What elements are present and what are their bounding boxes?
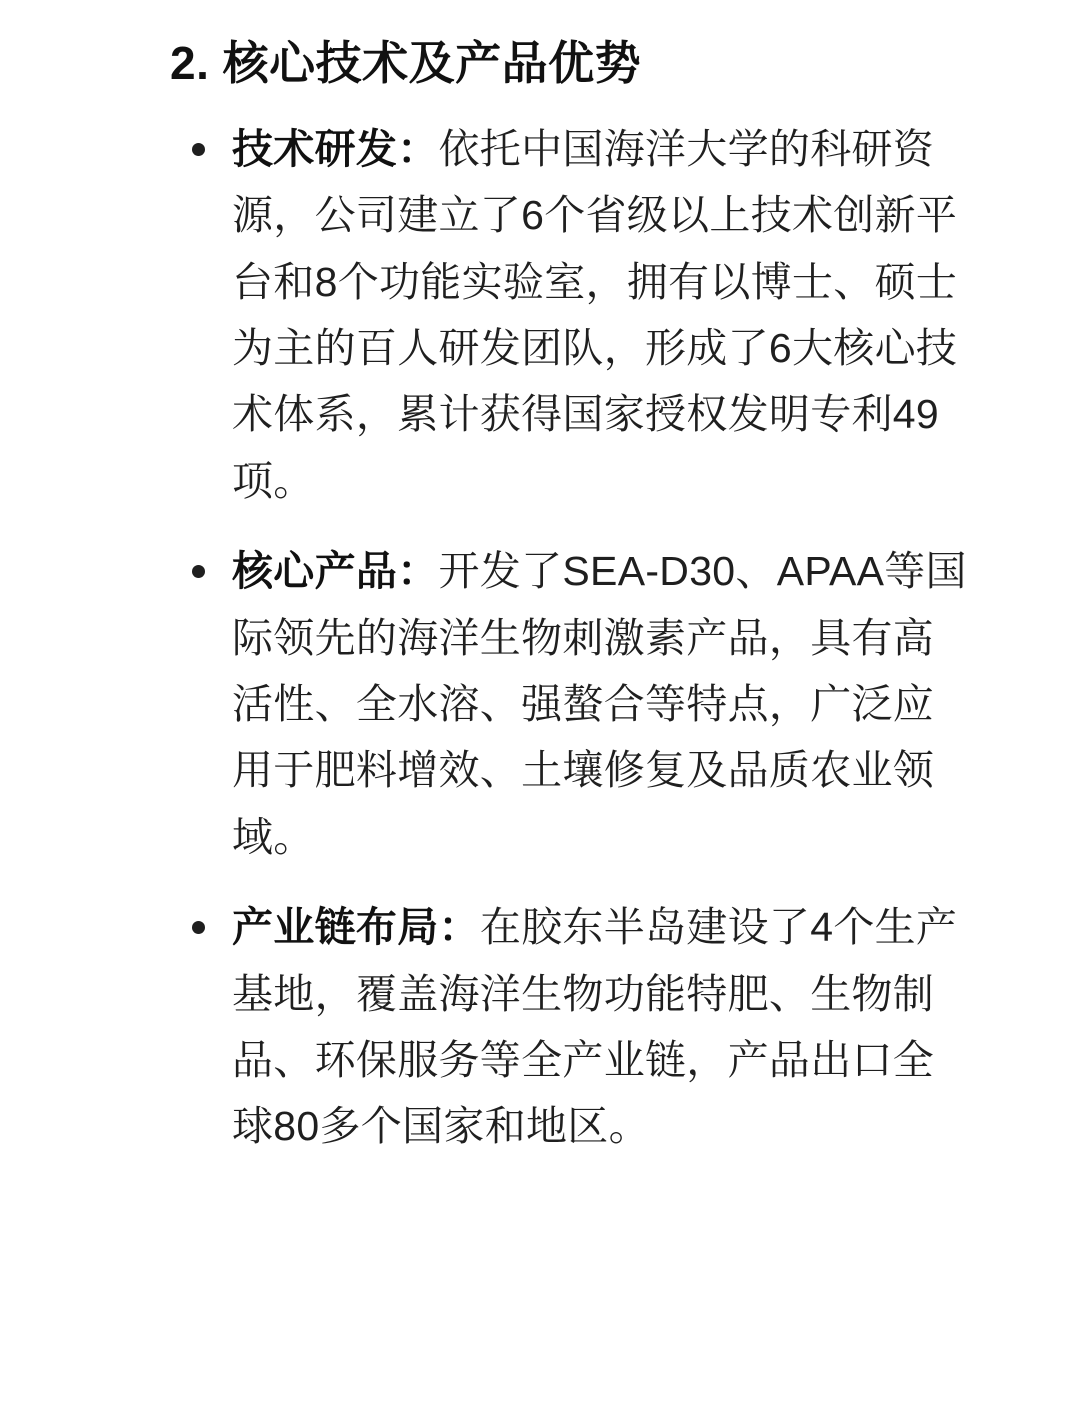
list-item-lead: 核心产品： — [232, 548, 439, 595]
list-item — [170, 538, 970, 870]
list-item-text: 在胶东半岛建设了4个生产基地，覆盖海洋生物功能特肥、生物制品、环保服务等全产业链，产品出口全球80多个国家和地区。 — [232, 904, 958, 1150]
bullet-dot-icon — [192, 921, 205, 934]
list-item — [170, 116, 970, 514]
list-item-text: 开发了SEA-D30、APAA等国际领先的海洋生物刺激素产品，具有高活性、全水溶、强螯合等特点，广泛应用于肥料增效、土壤修复及品质农业领域。 — [232, 548, 967, 860]
bullet-dot-icon — [192, 143, 205, 156]
list-item — [170, 894, 970, 1160]
feature-bullet-list — [170, 116, 970, 1160]
list-item-lead: 技术研发： — [232, 125, 439, 172]
bullet-dot-icon — [192, 565, 205, 578]
list-item-lead: 产业链布局： — [232, 904, 480, 951]
list-item-text: 依托中国海洋大学的科研资源，公司建立了6个省级以上技术创新平台和8个功能实验室，拥有以博士、硕士为主的百人研发团队，形成了6大核心技术体系，累计获得国家授权发明专利49项。 — [232, 125, 958, 504]
page-title: 2. 核心技术及产品优势 — [170, 37, 642, 89]
